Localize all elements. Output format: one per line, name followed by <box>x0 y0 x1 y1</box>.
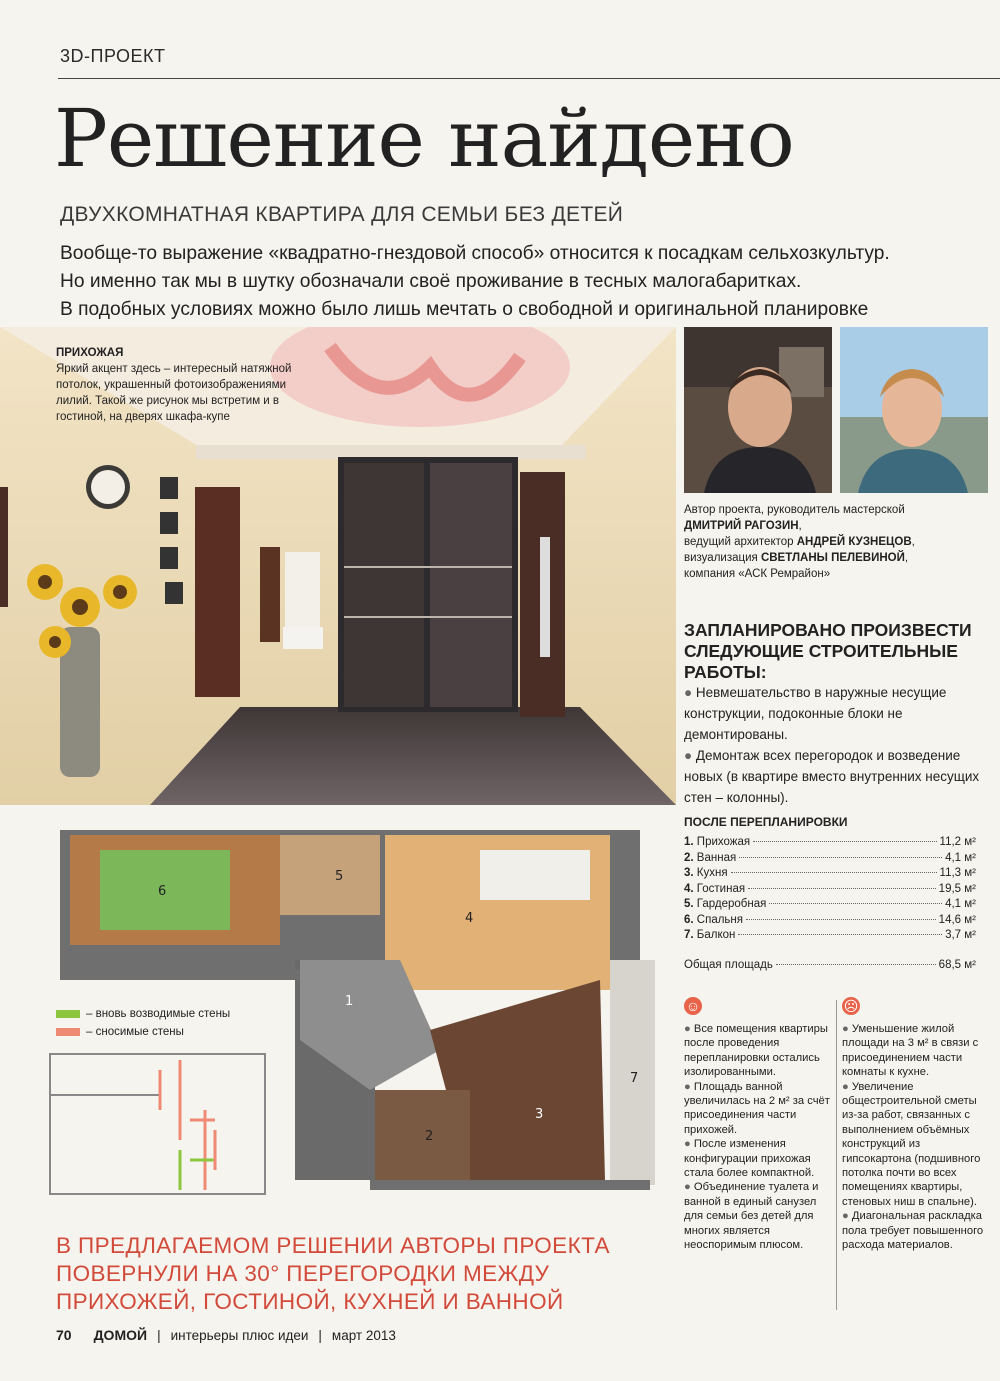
list-item: ● Площадь ванной увеличилась на 2 м² за счёт присоединения части прихожей. <box>684 1080 830 1136</box>
sad-face-icon: ☹ <box>843 998 859 1014</box>
cons-list <box>842 1022 990 1253</box>
table-row: 7. Балкон 3,7 м² <box>684 929 976 941</box>
legend-item: – сносимые стены <box>56 1023 230 1041</box>
magazine-name: ДОМОЙ <box>93 1327 148 1343</box>
footer-separator: | <box>318 1328 322 1343</box>
smile-icon: ☺ <box>685 998 701 1014</box>
list-item: ● Демонтаж всех перегородок и возведение новых (в квартире вместо внутренних несущих стен – колонны). <box>684 748 980 805</box>
author-portrait-2 <box>840 327 988 493</box>
company-name: компания «АСК Ремрайон» <box>684 568 831 580</box>
list-item: ● После изменения конфигурации прихожая стала более компактной. <box>684 1138 815 1180</box>
caption-text: Яркий акцент здесь – интересный натяжной потолок, украшенный фотоизображениями лилий. Такой же рисунок мы встретим и в гостиной, на дверях шкафа-купе <box>56 363 292 423</box>
lead-line: Но именно так мы в шутку обозначали своё проживание в тесных малогабаритках. <box>60 271 802 292</box>
list-item: ● Все помещения квартиры после проведения перепланировки остались изолированными. <box>684 1023 828 1079</box>
lead-paragraph <box>60 240 990 324</box>
legend-item: – вновь возводимые стены <box>56 1005 230 1023</box>
pros-list <box>684 1022 830 1253</box>
table-row: 4. Гостиная 19,5 м² <box>684 882 976 895</box>
credits: Автор проекта, руководитель мастерской ДМИТРИЙ РАГОЗИН, ведущий архитектор АНДРЕЙ КУЗНЕЦОВ, визуализация СВЕТЛАНЫ ПЕЛЕВИНОЙ, компания «АСК Ремрайон» <box>684 502 1000 582</box>
total-label: Общая площадь <box>684 959 773 971</box>
plan-label-6: 6 <box>158 884 167 899</box>
legend-swatch-removed <box>56 1028 80 1036</box>
issue-date: март 2013 <box>331 1328 396 1343</box>
table-row: 5. Гардеробная 4,1 м² <box>684 898 976 910</box>
plan-label-2: 2 <box>425 1129 434 1144</box>
pull-quote: В ПРЕДЛАГАЕМОМ РЕШЕНИИ АВТОРЫ ПРОЕКТА ПОВЕРНУЛИ НА 30° ПЕРЕГОРОДКИ МЕЖДУ ПРИХОЖЕЙ, ГОСТИНОЙ, КУХНЕЙ И ВАННОЙ <box>56 1233 610 1314</box>
credits-role: ведущий архитектор <box>684 536 797 548</box>
works-list <box>684 682 984 808</box>
list-item: ● Объединение туалета и ванной в единый санузел для семьи без детей для многих является неоспоримым плюсом. <box>684 1181 819 1252</box>
credits-line: Автор проекта, руководитель мастерской <box>684 504 905 516</box>
table-row: 3. Кухня 11,3 м² <box>684 867 976 879</box>
works-title: ЗАПЛАНИРОВАНО ПРОИЗВЕСТИ СЛЕДУЮЩИЕ СТРОИТЕЛЬНЫЕ РАБОТЫ: <box>684 620 972 682</box>
after-title: ПОСЛЕ ПЕРЕПЛАНИРОВКИ <box>684 815 848 829</box>
author-name: ДМИТРИЙ РАГОЗИН <box>684 520 799 532</box>
legend-swatch-new <box>56 1010 80 1018</box>
visualizer-name: СВЕТЛАНЫ ПЕЛЕВИНОЙ <box>760 552 905 564</box>
hallway-caption <box>56 345 296 425</box>
total-area <box>684 959 976 971</box>
section-rule <box>58 78 1000 79</box>
list-item: ● Диагональная раскладка пола требует повышенного расхода материалов. <box>842 1210 984 1252</box>
list-item: ● Невмешательство в наружные несущие конструкции, подоконные блоки не демонтированы. <box>684 685 947 742</box>
original-plan <box>40 1050 280 1200</box>
lead-line: Вообще-то выражение «квадратно-гнездовой способ» относится к посадкам сельхозкультур. <box>60 243 890 264</box>
footer-separator: | <box>157 1328 161 1343</box>
caption-title: ПРИХОЖАЯ <box>56 347 124 359</box>
list-item: ● Уменьшение жилой площади на 3 м² в связи с присоединением части комнаты к кухне. <box>842 1023 979 1079</box>
magazine-rubric: интерьеры плюс идеи <box>170 1328 309 1343</box>
headline: Решение найдено <box>54 92 794 185</box>
rooms-table <box>684 836 976 945</box>
table-row: 6. Спальня 14,6 м² <box>684 913 976 926</box>
page-footer <box>56 1327 396 1343</box>
lead-line: В подобных условиях можно было лишь мечтать о свободной и оригинальной планировке <box>60 299 869 320</box>
architect-name: АНДРЕЙ КУЗНЕЦОВ <box>796 536 912 548</box>
bullet-icon: ● <box>684 685 696 700</box>
credits-role: визуализация <box>684 552 761 564</box>
plan-label-4: 4 <box>465 911 474 926</box>
table-row: 2. Ванная 4,1 м² <box>684 851 976 864</box>
total-value: 68,5 м² <box>938 959 976 971</box>
page-number: 70 <box>56 1327 72 1343</box>
plan-legend <box>56 1005 230 1041</box>
column-divider <box>836 1000 837 1310</box>
author-portrait-1 <box>684 327 832 493</box>
plan-label-3: 3 <box>535 1107 544 1122</box>
section-label: 3D-ПРОЕКТ <box>60 46 166 66</box>
plan-label-5: 5 <box>335 869 344 884</box>
plan-label-1: 1 <box>345 994 354 1009</box>
bullet-icon: ● <box>684 748 696 763</box>
list-item: ● Увеличение общестроительной сметы из-за работ, связанных с выполнением объёмных конструкций из гипсокартона (подшивного потолка почти во всех помещениях квартиры, стеновых ниш в спальне). <box>842 1080 981 1208</box>
subtitle: ДВУХКОМНАТНАЯ КВАРТИРА ДЛЯ СЕМЬИ БЕЗ ДЕТЕЙ <box>60 203 624 226</box>
plan-label-7: 7 <box>630 1071 639 1086</box>
table-row: 1. Прихожая 11,2 м² <box>684 836 976 848</box>
